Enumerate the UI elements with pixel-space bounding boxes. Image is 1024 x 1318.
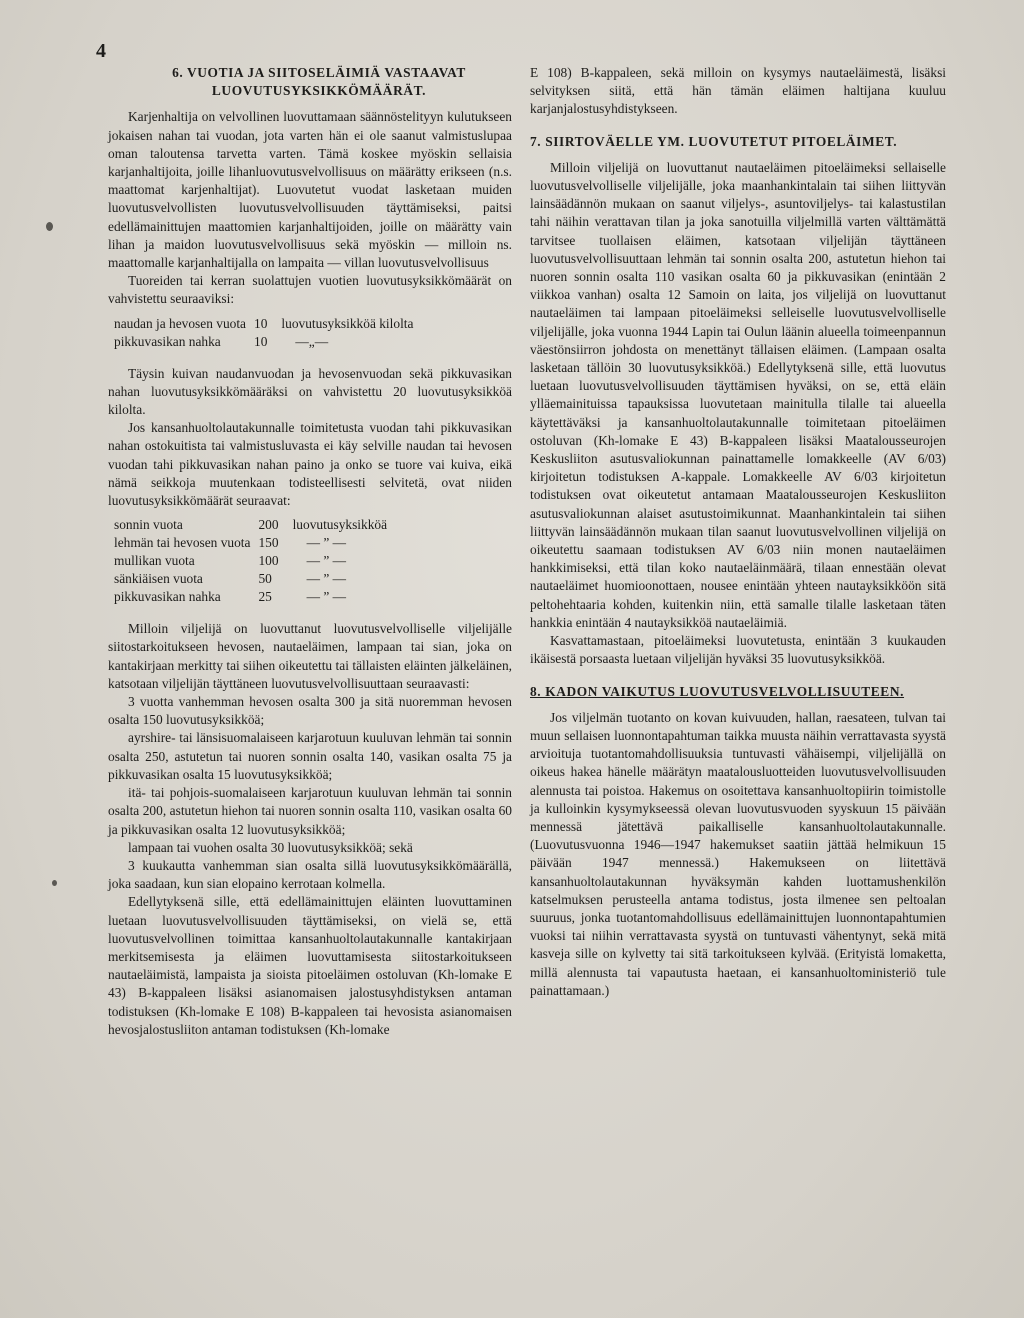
ink-speck [52, 880, 57, 886]
table-cell-item: mullikan vuota [114, 553, 195, 569]
table-cell-unit: —„— [295, 333, 329, 349]
section-8-heading: 8. KADON VAIKUTUS LUOVUTUSVELVOLLISUUTEEN. [530, 683, 905, 699]
table-row [114, 315, 421, 333]
left-column [108, 64, 512, 1039]
unknown-weight-rates-table [114, 516, 395, 606]
table-cell-value: 150 [258, 535, 279, 551]
table-row [114, 570, 395, 588]
table-row [114, 552, 395, 570]
table-row [114, 534, 395, 552]
section-6-heading-line2: LUOVUTUSYKSIKKÖMÄÄRÄT. [211, 83, 427, 99]
paragraph: 3 kuukautta vanhemman sian osalta sillä luovutusyksikkömäärällä, joka saadaan, kun sian elopaino kerrotaan kolmella. [108, 857, 512, 892]
paragraph: ayrshire- tai länsisuomalaiseen karjarotuun kuuluvan lehmän tai sonnin osalta 250, astutetun tai nuoren sonnin osalta 140, vasikan osalta 75 ja pikkuvasikan osalta 15 luovutusyksikköä; [108, 730, 512, 782]
table-cell-item: sänkiäisen vuota [114, 571, 203, 587]
paragraph: Täysin kuivan naudanvuodan ja hevosenvuodan sekä pikkuvasikan nahan luovutusyksikkömääräksi on vahvistettu 20 luovutusyksikköä kilolta. [108, 365, 512, 418]
right-column [530, 64, 946, 1000]
table-cell-item: lehmän tai hevosen vuota [114, 535, 251, 551]
paragraph: Edellytyksenä sille, että edellämainittujen eläinten luovuttaminen luetaan luovutusvelvollisuuden täyttämiseksi, on vielä se, että luovutusvelvollinen toimittaa kansanhuoltolautakunnalle kantakirjaan merkitsemisesta ja eläimen luovuttamisesta siitostarkoitukseen nautaeläimistä, lampaista ja sioista pitoeläimen ostoluvan (Kh-lomake E 43) B-kappaleen lisäksi asianomaisen jalostusyhdistyksen antaman todistuksen (Kh-lomake E 108) B-kappaleen tai hevosista asianomaisen hevosjalostusliiton antaman todistuksen (Kh-lomake [108, 894, 512, 1037]
table-row [114, 333, 421, 351]
table-cell-unit: luovutusyksikköä kilolta [281, 315, 414, 331]
table-cell-value: 10 [254, 333, 268, 349]
table-row [114, 516, 395, 534]
section-7-heading: 7. SIIRTOVÄELLE YM. LUOVUTETUT PITOELÄIMET. [530, 133, 898, 149]
table-row [114, 588, 395, 606]
table-cell-unit: — ” — [306, 589, 346, 605]
paragraph: Karjenhaltija on velvollinen luovuttamaan säännöstelityyn kulutukseen jokaisen nahan tai vuodan, jota varten hän ei ole saanut valmistuslupaa oman taloutensa tarvetta varten. Tämä koskee myöskin sellaisia karjanhaltijoita, joille lihanluovutusvelvollisuus on määrätty erikseen (n.s. maattomat karjenhaltijat). Luovutetut vuodat lasketaan muiden luovutusvelvollisten luovutusvelvollisuuden täyttämiseksi, paitsi edellämainittujen maattomien karjanhaltijoiden, joille on määrätty vain lihan ja maidon luovutusvelvollisuus sekä myöskin — milloin ns. maattomalle karjanhaltijalla on lampaita — villan luovutusvelvollisuus [108, 109, 512, 271]
paragraph: E 108) B-kappaleen, sekä milloin on kysymys nautaeläimestä, lisäksi selvityksen siitä, että hän tämän eläimen haltijana kuuluu karjanjalostusyhdistykseen. [530, 65, 946, 117]
fresh-hide-rates-table [114, 315, 421, 351]
section-6-heading-line1: 6. VUOTIA JA SIITOSELÄIMIÄ VASTAAVAT [172, 65, 466, 80]
page-number: 4 [96, 40, 106, 62]
paragraph: 3 vuotta vanhemman hevosen osalta 300 ja sitä nuoremman hevosen osalta 150 luovutusyksikköä; [108, 694, 512, 728]
paragraph: Milloin viljelijä on luovuttanut luovutusvelvolliselle viljelijälle siitostarkoitukseen hevosen, nautaeläimen, lampaan tai sian, joka on kantakirjaan merkitty tai siihen oikeutettu tai tällaisten eläinten jälkeläinen, katsotaan viljelijän täyttäneen luovutusvelvollisuuttaan seuraavasti: [108, 621, 512, 691]
table-cell-value: 25 [258, 589, 272, 605]
table-cell-item: pikkuvasikan nahka [114, 333, 221, 349]
paragraph: Milloin viljelijä on luovuttanut nautaeläimen pitoeläimeksi sellaiselle luovutusvelvolliselle viljelijälle, joka maanhankintalain tai siihen liittyvän lainsäädännön mukaan on saanut viljelys-, asuntoviljelys- tai kalastustilan tahi näihin verattavan tilan ja joka sanotuilla viljelmillä varten välttämättä tarvitsee tuollaisen eläimen, katsotaan viljelijän täyttäneen luovutusvelvollisuuttaan lehmän tai sonnin osalta 200, astutetun hiehon tai nuoren sonnin osalta 110 vasikan osalta 60 ja pikkuvasikan (enintään 2 viikkoa vanhan) osalta 12 Samoin on laita, jos viljelijä on luovuttanut nautaeläimen tai lampaan pitoeläimeksi selleiselle luovutusvelvolliselle viljelijälle, joka vuonna 1944 Lapin tai Oulun läänin alueella toimeenpannun väestönsiirron johdosta on menettänyt tällaisen eläimen. (Lampaan osalta lasketaan tällöin 30 luovutusyksikköä.) Edellytyksenä sille, että luovutus luetaan luovutusvelvollisuuden täyttämisen hyväksi, on se, että eläin ylläemainituissa tapauksissa luovutetaan mainitulla tilalle tai alueella käytettäväksi ja kansanhuoltolautakunnalle toimitetaan pitoeläimen ostoluvan (Kh-lomake E 43) B-kappaleen lisäksi Maatalousseurojen Keskusliiton asutusvaliokunnan painattamelle lomakkeelle (AV 6/03) kirjoitetun todistuksen A-kappale. Lomakkeelle AV 6/03 kirjoitetun todistuksen ovat oikeutetut antamaan Maatalousseurojen Keskusliiton asutusvaliokunnan alaiset asutustoimikunnat. Maanhankintalein tai siihen liittyvän lainsäädännön mukaan tilan saanut luovutusvelvollinen viljelijä on oikeutettu saamaan todistuksen AV 6/03 niin monen nautaeläimen hankkimiseksi, että tilan koko nautaeläinmäärä, tilaan ennestään olevat nautaeläimet huomioonottaen, nousee enintään yhteen nautayksikköön sitä peltohehtaaria kohden, kuitenkin niin, että samalle tilalle lasketaan täten hankkia enintään 4 nautayksikköä nautaeläimiä. [530, 159, 946, 630]
table-cell-value: 200 [258, 517, 279, 533]
table-cell-item: naudan ja hevosen vuota [114, 315, 247, 331]
paragraph: lampaan tai vuohen osalta 30 luovutusyksikköä; sekä [128, 839, 413, 855]
table-cell-unit: — ” — [306, 553, 346, 569]
table-cell-value: 100 [258, 553, 279, 569]
paragraph: Kasvattamastaan, pitoeläimeksi luovutetusta, enintään 3 kuukauden ikäisestä porsaasta luetaan viljelijän hyväksi 35 luovutusyksikköä. [530, 633, 946, 667]
punch-hole-mark [46, 222, 53, 231]
paragraph: Tuoreiden tai kerran suolattujen vuotien luovutusyksikkömäärät on vahvistettu seuraaviksi: [108, 273, 512, 307]
paragraph: itä- tai pohjois-suomalaiseen karjarotuun kuuluvan lehmän tai sonnin osalta 200, astutetun hiehon tai nuoren sonnin osalta 110, vasikan osalta 60 ja pikkuvasikan osalta 12 luovutusyksikköä; [108, 785, 512, 837]
table-cell-unit: luovutusyksikköä [292, 517, 388, 533]
paragraph: Jos viljelmän tuotanto on kovan kuivuuden, hallan, raesateen, tulvan tai muun sellaisen luonnontapahtuman taikka muusta näihin verrattavasta syystä arvioituja tuotantomahdollisuuksia tuntuvasti vähäisempi, viljelijällä on oikeus hakea hänelle määrätyn maatalousluotteiden luovutusvelvollisuuden alennusta tai poistoa. Hakemus on osoitettava kansanhuoltopiirin toimistolle ja kulloinkin kysymykseessä olevan luovutusvuoden syyskuun 15 päivään mennessä jätettävä paikalliselle kansanhuoltolautakunnalle. (Luovutusvuonna 1946—1947 hakemukset saatiin jättää helmikuun 15 päivään 1947 mennessä.) Hakemukseen on liitettävä kansanhuoltolautakunnan hyväksymän kahden luottamushenkilön katselmuksen perusteella antama todistus, josta ilmenee sen peltoalan suuruus, jonka tuotantomahdollisuus edellämainittujen luonnontapahtumien vuoksi tai niihin verrattavasta syystä on tuntuvasti vähentynyt, sekä mitä kasveja sille on kylvetty tai sitä tarkoitukseen kylvää. (Erityistä lomaketta, millä alennusta tai vapautusta haetaan, ei kansanhuoltoministeriö tule painattamaan.) [530, 709, 946, 998]
table-cell-item: pikkuvasikan nahka [114, 589, 221, 605]
section-6-heading [108, 64, 512, 100]
table-cell-unit: — ” — [306, 571, 346, 587]
paragraph: Jos kansanhuoltolautakunnalle toimitetusta vuodan tahi pikkuvasikan nahan ostokuitista tai valmistusluvasta ei käy selville naudan tai hevosen vuodan tahi pikkuvasikan nahan paino ja onko se tuore vai kuiva, eikä nämä seikkoja muutenkaan todisteellisesti selvitetä, ovat niiden luovutusyksikkömäärät seuraavat: [108, 420, 512, 509]
table-cell-unit: — ” — [306, 535, 346, 551]
table-cell-value: 50 [258, 571, 272, 587]
table-cell-item: sonnin vuota [114, 517, 183, 533]
table-cell-value: 10 [254, 315, 268, 331]
